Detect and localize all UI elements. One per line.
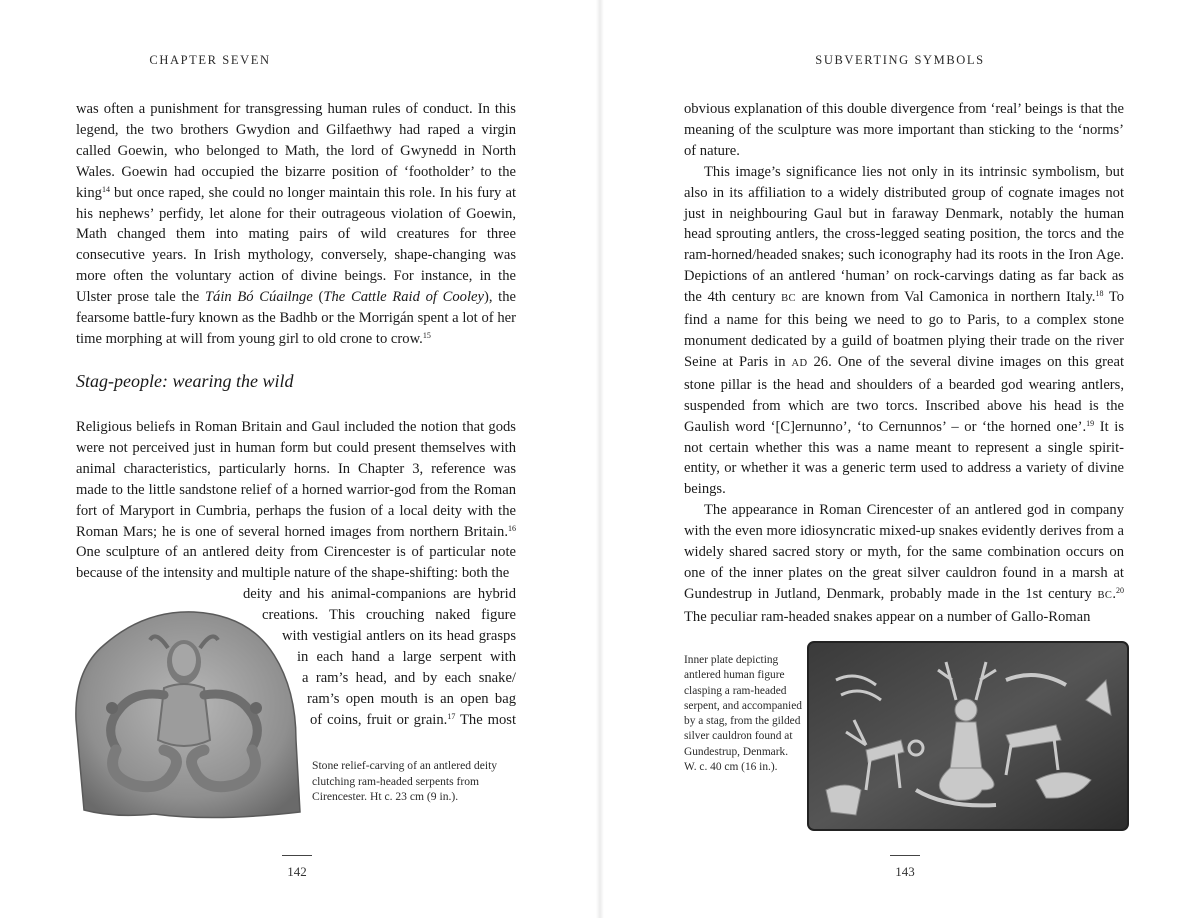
folio-rule: [282, 855, 312, 856]
left-paragraph-2: Religious beliefs in Roman Britain and Gaul included the notion that gods were not perceived just in human form but could present themselves with animal characteristics, particularly horns. In Chapter 3, reference was made to the little sandstone relief of a horned warrior-god from the Roman fort of Maryport in Cumbria, perhaps the fusion of a local deity with the Roman Mars; he is one of several horned images from northern Britain.$^{16}$ One sculpture of an antlered deity from Cirencester is of particular note because of the intensity and multiple nature of the shape-shifting: both the: [76, 419, 516, 582]
gundestrup-plate-image: [806, 640, 1130, 832]
left-paragraph-1: was often a punishment for transgressing human rules of conduct. In this legend, the two brothers Gwydion and Gilfaethwy had raped a virgin called Goewin, who belonged to Math, the lord of Gwynedd in North Wales. Goewin had occupied the bizarre position of ‘footholder’ to the king$^{14}$ but once raped, she could no longer maintain this role. In his fury at his nephews’ perfidy, let alone for their outrageous violation of Goewin, Math changed them into mating pairs of wild creatures for three consecutive years. In Irish mythology, conversely, shape-changing was more often the voluntary action of divine beings. For instance, in the Ulster prose tale the Táin Bó Cúailnge (The Cattle Raid of Cooley), the fearsome battle-fury known as the Badhb or the Morrigán spent a lot of her time morphing at will from young girl to old crone to crow.$^{15}$: [76, 101, 516, 347]
figure-caption-right: Inner plate depicting antlered human figure clasping a ram-headed serpent, and accompanied by a stag, from the gilded silver cauldron found at Gundestrup, Denmark. W. c. 40 cm (16 in.).: [684, 654, 802, 774]
footnote-ref[interactable]: 17: [447, 712, 456, 721]
wrap-line: in each hand a large serpent with: [297, 649, 516, 665]
footnote-ref[interactable]: 20: [1116, 585, 1124, 595]
folio-rule: [890, 855, 920, 856]
wrap-line-last: of coins, fruit or grain.$^{17}$ The most: [310, 712, 517, 728]
footnote-ref[interactable]: 18: [1095, 289, 1104, 299]
wrap-line: a ram’s head, and by each snake/: [302, 670, 516, 686]
right-body-text: [684, 99, 1124, 628]
italic-title: The Cattle Raid of Cooley: [323, 289, 484, 306]
wrap-line: ram’s open mouth is an open bag: [307, 691, 516, 707]
right-paragraph-3: The appearance in Roman Cirencester of an antlered god in company with the even more idiosyncratic mixed-up snakes evidently derives from a widely shared sacred story or myth, for the same combination occurs on one of the inner plates on the great silver cauldron found in a marsh at Gundestrup in Jutland, Denmark, probably made in the 1st century BC.$^{20}$ The peculiar ram-headed snakes appear on a number of Gallo-Roman: [684, 502, 1124, 625]
footnote-ref[interactable]: 16: [508, 523, 516, 533]
stone-relief-image: [64, 600, 304, 820]
wrap-line: creations. This crouching naked figure: [262, 607, 516, 623]
right-page: [600, 0, 1200, 918]
section-subheading: Stag-people: wearing the wild: [76, 371, 294, 391]
figure-caption-left: Stone relief-carving of an antlered deity clutching ram-headed serpents from Cirencester. Ht c. 23 cm (9 in.).: [312, 759, 498, 804]
running-head-left: CHAPTER SEVEN: [149, 53, 271, 67]
italic-title: Táin Bó Cúailnge: [204, 289, 313, 306]
footnote-ref[interactable]: 15: [422, 330, 431, 340]
page-number-left: 142: [287, 864, 307, 879]
wrap-line: deity and his animal-companions are hybrid: [243, 586, 516, 602]
page-number-right: 143: [895, 864, 915, 879]
footnote-ref[interactable]: 14: [101, 184, 110, 194]
right-paragraph-1: obvious explanation of this double divergence from ‘real’ beings is that the meaning of the sculpture was more important than sticking to the ‘norms’ of nature.: [684, 101, 1124, 159]
wrap-line: with vestigial antlers on its head grasps: [282, 628, 516, 644]
right-paragraph-2: This image’s significance lies not only in its intrinsic symbolism, but also in its affiliation to a widely distributed group of cognate images not just in neighbouring Gaul but in faraway Denmark, notably the human head sprouting antlers, the cross-legged seating position, the torcs and the ram-horned/headed snakes; such iconography had its roots in the Iron Age. Depictions of an antlered ‘human’ on rock-carvings dating as far back as the 4th century BC are known from Val Camonica in northern Italy.$^{18}$ To find a name for this being we need to go to Paris, to a complex stone monument dedicated by a guild of boatmen plying their trade on the river Seine at Paris in AD 26. One of the several divine images on this great stone pillar is the head and shoulders of a bearded god wearing antlers, suspended from which are two torcs. Inscribed above his head is the Gaulish word ‘[C]ernunno’, ‘to Cernunnos’ – or ‘the horned one’.$^{19}$ It is not certain whether this was a name meant to represent a single spirit-entity, or whether it was a generic term used to address a variety of divine beings.: [684, 163, 1125, 498]
footnote-ref[interactable]: 19: [1086, 418, 1095, 428]
running-head-right: SUBVERTING SYMBOLS: [815, 53, 985, 67]
